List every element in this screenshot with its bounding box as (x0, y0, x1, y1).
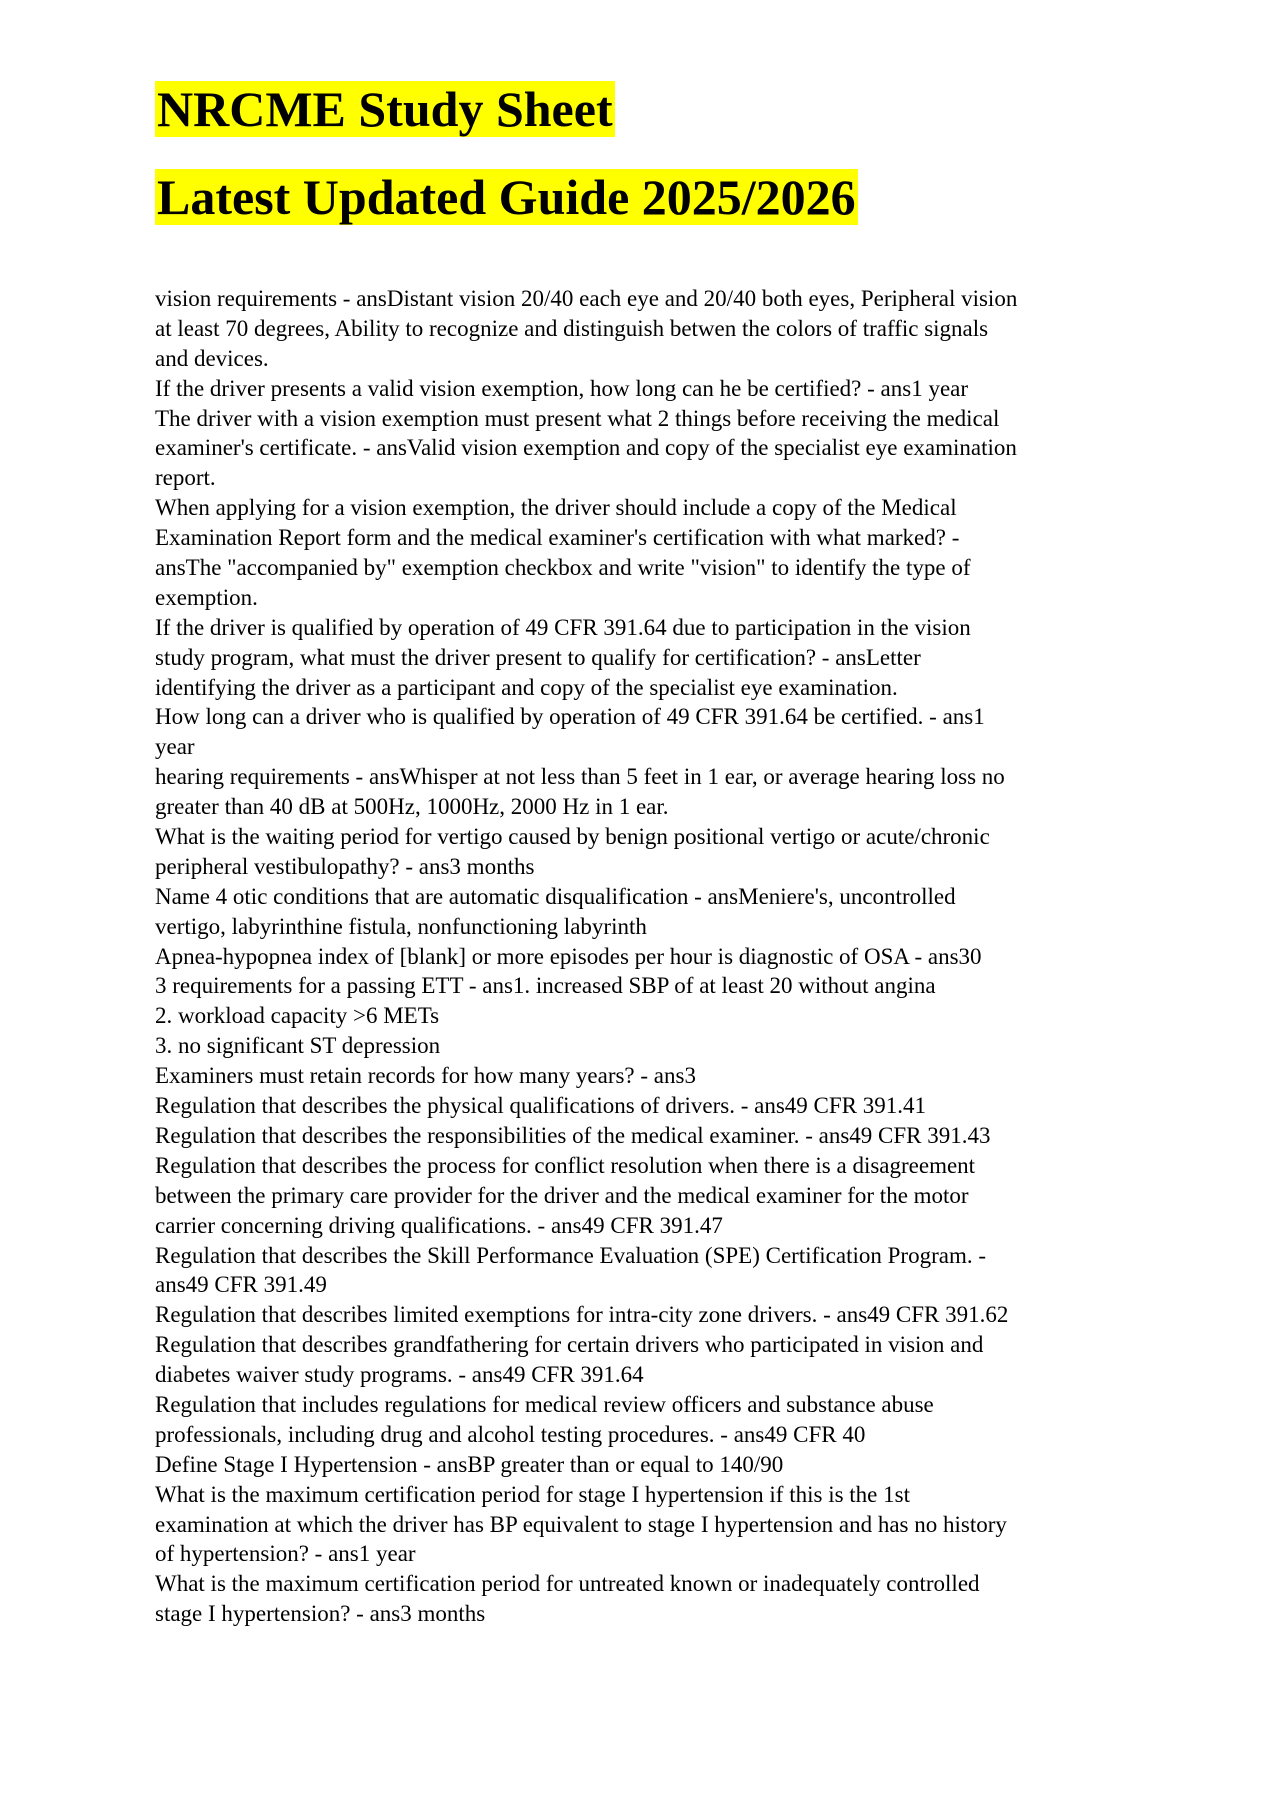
text-line: exemption. (155, 584, 258, 610)
text-line: study program, what must the driver present to qualify for certification? - ansLetter (155, 644, 921, 670)
text-line: professionals, including drug and alcohol testing procedures. - ans49 CFR 40 (155, 1421, 866, 1447)
text-line: Define Stage I Hypertension - ansBP greater than or equal to 140/90 (155, 1451, 784, 1477)
text-line: Regulation that describes the physical qualifications of drivers. - ans49 CFR 391.41 (155, 1093, 926, 1119)
text-line: report. (155, 465, 216, 491)
text-line: Regulation that describes the Skill Performance Evaluation (SPE) Certification Program. - (155, 1242, 986, 1268)
document-subtitle (155, 168, 858, 226)
text-line: ansThe "accompanied by" exemption checkbox and write "vision" to identify the type of (155, 555, 971, 581)
text-line: greater than 40 dB at 500Hz, 1000Hz, 2000 Hz in 1 ear. (155, 794, 669, 820)
text-line: of hypertension? - ans1 year (155, 1541, 416, 1567)
text-line: diabetes waiver study programs. - ans49 CFR 391.64 (155, 1362, 644, 1388)
text-line: hearing requirements - ansWhisper at not less than 5 feet in 1 ear, or average hearing loss no (155, 764, 1005, 790)
document-subtitle-text: Latest Updated Guide 2025/2026 (157, 169, 856, 225)
text-line: between the primary care provider for the driver and the medical examiner for the motor (155, 1182, 969, 1208)
text-line: Examination Report form and the medical examiner's certification with what marked? - (155, 525, 960, 551)
text-line: 2. workload capacity >6 METs (155, 1003, 440, 1029)
text-line: examiner's certificate. - ansValid vision exemption and copy of the specialist eye examination (155, 435, 1017, 461)
text-line: identifying the driver as a participant and copy of the specialist eye examination. (155, 674, 898, 700)
text-line: What is the waiting period for vertigo caused by benign positional vertigo or acute/chronic (155, 824, 990, 850)
text-line: Regulation that includes regulations for medical review officers and substance abuse (155, 1391, 934, 1417)
text-line: ans49 CFR 391.49 (155, 1272, 327, 1298)
text-line: What is the maximum certification period for stage I hypertension if this is the 1st (155, 1481, 910, 1507)
text-line: The driver with a vision exemption must present what 2 things before receiving the medical (155, 405, 1000, 431)
text-line: Apnea-hypopnea index of [blank] or more episodes per hour is diagnostic of OSA - ans30 (155, 943, 982, 969)
text-line: vision requirements - ansDistant vision 20/40 each eye and 20/40 both eyes, Peripheral vision (155, 286, 1018, 311)
text-line: Regulation that describes limited exemptions for intra-city zone drivers. - ans49 CFR 391.62 (155, 1302, 1009, 1328)
text-line: If the driver presents a valid vision exemption, how long can he be certified? - ans1 year (155, 375, 969, 401)
text-line: Regulation that describes the responsibilities of the medical examiner. - ans49 CFR 391.43 (155, 1122, 991, 1148)
text-line: examination at which the driver has BP equivalent to stage I hypertension and has no history (155, 1511, 1007, 1537)
study-sheet-body (155, 284, 1135, 1629)
text-line: year (155, 734, 195, 760)
text-line: What is the maximum certification period for untreated known or inadequately controlled (155, 1571, 980, 1597)
text-line: 3 requirements for a passing ETT - ans1. increased SBP of at least 20 without angina (155, 973, 936, 999)
text-line: and devices. (155, 345, 269, 371)
document-title-text: NRCME Study Sheet (157, 81, 613, 137)
text-line: Regulation that describes grandfathering for certain drivers who participated in vision and (155, 1332, 984, 1358)
text-line: Examiners must retain records for how many years? - ans3 (155, 1063, 696, 1089)
text-line: Regulation that describes the process for conflict resolution when there is a disagreement (155, 1152, 976, 1178)
text-line: If the driver is qualified by operation of 49 CFR 391.64 due to participation in the vision (155, 614, 971, 640)
text-line: Name 4 otic conditions that are automatic disqualification - ansMeniere's, uncontrolled (155, 883, 956, 909)
text-line: vertigo, labyrinthine fistula, nonfunctioning labyrinth (155, 913, 647, 939)
text-line: How long can a driver who is qualified by operation of 49 CFR 391.64 be certified. - ans1 (155, 704, 985, 730)
text-line: peripheral vestibulopathy? - ans3 months (155, 853, 535, 879)
text-line: at least 70 degrees, Ability to recognize and distinguish betwen the colors of traffic signals (155, 315, 989, 341)
text-line: 3. no significant ST depression (155, 1033, 441, 1059)
text-line: stage I hypertension? - ans3 months (155, 1601, 486, 1627)
text-line: When applying for a vision exemption, the driver should include a copy of the Medical (155, 495, 957, 521)
text-line: carrier concerning driving qualifications. - ans49 CFR 391.47 (155, 1212, 723, 1238)
document-title (155, 80, 615, 138)
